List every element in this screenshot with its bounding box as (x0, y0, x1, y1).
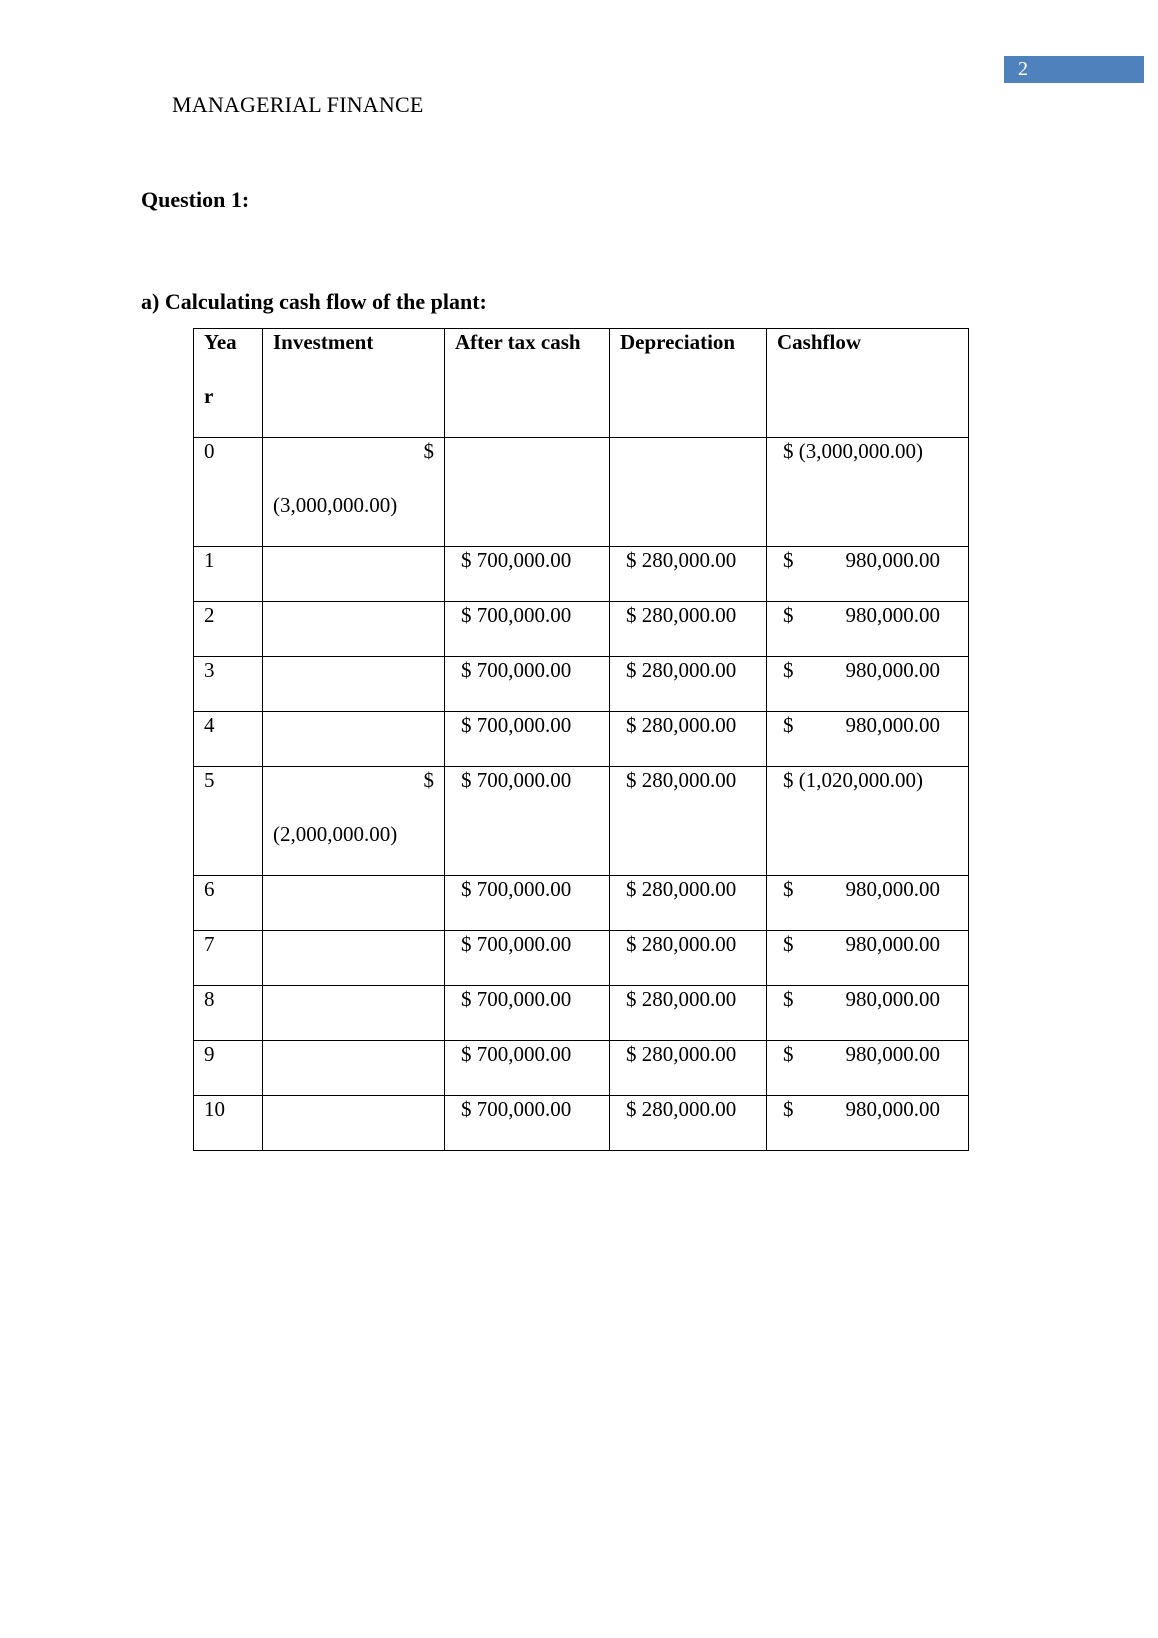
cell-after-tax-cash: $ 700,000.00 (445, 602, 610, 657)
cashflow-amount: 980,000.00 (845, 987, 940, 1011)
cell-depreciation: $ 280,000.00 (610, 712, 767, 767)
cell-year: 6 (194, 876, 263, 931)
running-head: MANAGERIAL FINANCE (172, 92, 424, 117)
page-number: 2 (1004, 56, 1144, 83)
cell-depreciation: $ 280,000.00 (610, 657, 767, 712)
cell-investment (263, 986, 445, 1041)
investment-currency: $ (423, 439, 434, 463)
cell-cashflow: $ (1,020,000.00) (767, 767, 969, 876)
cell-after-tax-cash: $ 700,000.00 (445, 657, 610, 712)
cell-after-tax-cash (445, 438, 610, 547)
cashflow-amount: 980,000.00 (845, 1097, 940, 1121)
cell-investment (263, 1041, 445, 1096)
cashflow-amount: 980,000.00 (845, 1042, 940, 1066)
header-after-tax-cash: After tax cash (445, 329, 610, 438)
cashflow-amount: 980,000.00 (845, 877, 940, 901)
cell-investment (263, 712, 445, 767)
cashflow-currency: $ (783, 877, 794, 901)
table-row (194, 438, 969, 547)
cashflow-currency: $ (783, 1097, 794, 1121)
cell-year: 4 (194, 712, 263, 767)
cashflow-currency: $ (783, 603, 794, 627)
table-row (194, 1041, 969, 1096)
cell-cashflow (767, 1096, 969, 1151)
table-header-row (194, 329, 969, 438)
table-row (194, 547, 969, 602)
cell-after-tax-cash: $ 700,000.00 (445, 986, 610, 1041)
cell-after-tax-cash: $ 700,000.00 (445, 767, 610, 876)
cashflow-currency: $ (783, 1042, 794, 1066)
section-heading: a) Calculating cash flow of the plant: (141, 289, 487, 314)
cell-cashflow (767, 602, 969, 657)
cell-investment (263, 657, 445, 712)
cell-after-tax-cash: $ 700,000.00 (445, 876, 610, 931)
cell-year: 9 (194, 1041, 263, 1096)
header-year-part1: Yea (204, 330, 237, 354)
cell-after-tax-cash: $ 700,000.00 (445, 547, 610, 602)
cell-depreciation: $ 280,000.00 (610, 1096, 767, 1151)
header-investment: Investment (263, 329, 445, 438)
cell-investment (263, 1096, 445, 1151)
cell-investment (263, 876, 445, 931)
cell-depreciation: $ 280,000.00 (610, 876, 767, 931)
cell-depreciation: $ 280,000.00 (610, 986, 767, 1041)
investment-amount: (2,000,000.00) (273, 822, 398, 846)
cashflow-currency: $ (783, 548, 794, 572)
cashflow-currency: $ (783, 658, 794, 682)
cell-cashflow (767, 547, 969, 602)
cell-investment (263, 602, 445, 657)
cell-year: 1 (194, 547, 263, 602)
table-row (194, 931, 969, 986)
cashflow-amount: 980,000.00 (845, 932, 940, 956)
cell-cashflow (767, 876, 969, 931)
header-year-part2: r (204, 384, 214, 408)
cell-investment (263, 931, 445, 986)
cell-depreciation: $ 280,000.00 (610, 931, 767, 986)
cell-depreciation: $ 280,000.00 (610, 602, 767, 657)
cell-after-tax-cash: $ 700,000.00 (445, 1096, 610, 1151)
cell-cashflow (767, 1041, 969, 1096)
cashflow-currency: $ (783, 713, 794, 737)
table-row (194, 657, 969, 712)
cell-cashflow: $ (3,000,000.00) (767, 438, 969, 547)
investment-amount: (3,000,000.00) (273, 493, 398, 517)
cell-depreciation: $ 280,000.00 (610, 767, 767, 876)
cell-depreciation (610, 438, 767, 547)
table-row (194, 767, 969, 876)
cell-after-tax-cash: $ 700,000.00 (445, 712, 610, 767)
header-year (194, 329, 263, 438)
cell-after-tax-cash: $ 700,000.00 (445, 1041, 610, 1096)
cell-year: 3 (194, 657, 263, 712)
table-row (194, 602, 969, 657)
table-row (194, 876, 969, 931)
table-row (194, 986, 969, 1041)
cell-year: 8 (194, 986, 263, 1041)
cell-year: 10 (194, 1096, 263, 1151)
cashflow-currency: $ (783, 932, 794, 956)
investment-currency: $ (423, 768, 434, 792)
cell-year: 2 (194, 602, 263, 657)
cell-depreciation: $ 280,000.00 (610, 1041, 767, 1096)
cell-year: 0 (194, 438, 263, 547)
table-row (194, 712, 969, 767)
cell-year: 7 (194, 931, 263, 986)
cash-flow-table (193, 328, 969, 1151)
cashflow-amount: 980,000.00 (845, 658, 940, 682)
header-cashflow: Cashflow (767, 329, 969, 438)
cell-after-tax-cash: $ 700,000.00 (445, 931, 610, 986)
cell-investment (263, 438, 445, 547)
cell-year: 5 (194, 767, 263, 876)
cell-cashflow (767, 986, 969, 1041)
cashflow-amount: 980,000.00 (845, 603, 940, 627)
cashflow-currency: $ (783, 987, 794, 1011)
cell-cashflow (767, 657, 969, 712)
table-row (194, 1096, 969, 1151)
cell-cashflow (767, 712, 969, 767)
cashflow-amount: 980,000.00 (845, 548, 940, 572)
cell-depreciation: $ 280,000.00 (610, 547, 767, 602)
question-heading: Question 1: (141, 187, 250, 212)
cell-cashflow (767, 931, 969, 986)
cashflow-amount: 980,000.00 (845, 713, 940, 737)
cell-investment (263, 767, 445, 876)
header-depreciation: Depreciation (610, 329, 767, 438)
cell-investment (263, 547, 445, 602)
